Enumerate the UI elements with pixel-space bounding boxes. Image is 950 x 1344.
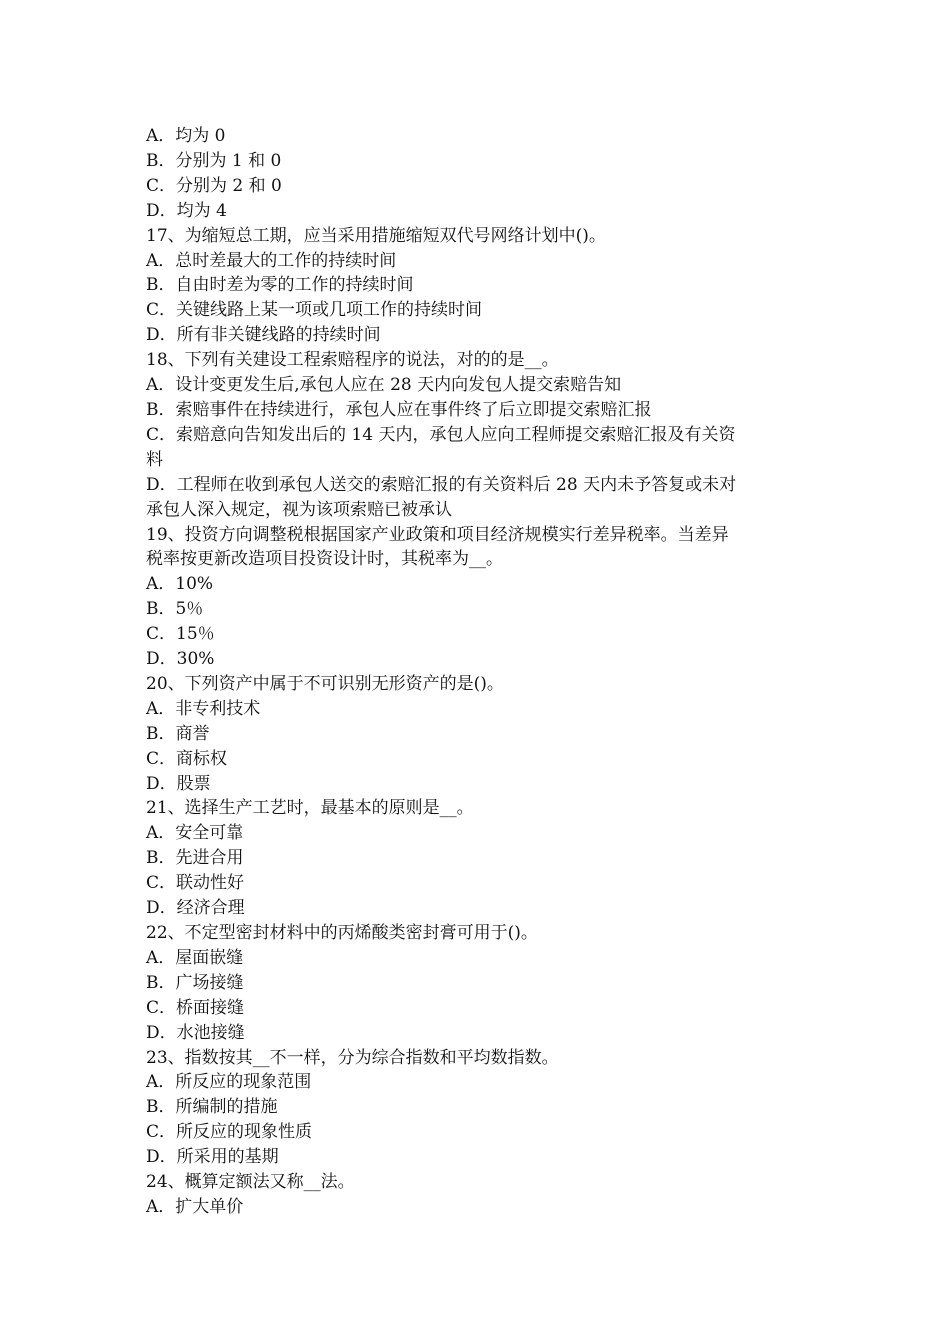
option-line: C．15％ [146, 624, 215, 645]
question-line: 22、不定型密封材料中的丙烯酸类密封膏可用于()。 [146, 923, 538, 943]
option-line: A．屋面嵌缝 [146, 947, 244, 968]
option-line: C．分别为 2 和 0 [146, 175, 282, 196]
question-line: 19、投资方向调整税根据国家产业政策和项目经济规模实行差异税率。当差异 [146, 524, 729, 545]
document-page [146, 124, 810, 1220]
option-line-continuation: 料 [146, 449, 163, 470]
option-line: A．安全可靠 [146, 823, 244, 844]
question-line: 21、选择生产工艺时，最基本的原则是__。 [146, 798, 474, 819]
question-line: 17、为缩短总工期，应当采用措施缩短双代号网络计划中()。 [146, 225, 606, 246]
option-line: B．商誉 [146, 723, 210, 744]
option-line: A．所反应的现象范围 [146, 1072, 312, 1093]
option-line: D．股票 [146, 773, 211, 794]
option-line: D．30% [146, 649, 215, 670]
option-line: C．索赔意向告知发出后的 14 天内，承包人应向工程师提交索赔汇报及有关资 [146, 424, 736, 445]
option-line: B．广场接缝 [146, 972, 244, 993]
question-line-continuation: 税率按更新改造项目投资设计时，其税率为__。 [146, 549, 503, 570]
option-line: B．索赔事件在持续进行，承包人应在事件终了后立即提交索赔汇报 [146, 399, 652, 420]
option-line: A．设计变更发生后,承包人应在 28 天内向发包人提交索赔告知 [146, 375, 622, 396]
option-line: B．5％ [146, 599, 204, 620]
option-line: D．水池接缝 [146, 1022, 245, 1043]
option-line: D．均为 4 [146, 200, 227, 221]
option-line: B．所编制的措施 [146, 1097, 278, 1118]
option-line: B．分别为 1 和 0 [146, 150, 282, 171]
option-line: C．关键线路上某一项或几项工作的持续时间 [146, 300, 483, 321]
option-line: C．所反应的现象性质 [146, 1122, 313, 1143]
option-line: C．商标权 [146, 748, 228, 769]
option-line: A．扩大单价 [146, 1196, 244, 1217]
option-line: A．非专利技术 [146, 698, 261, 719]
option-line: B．自由时差为零的工作的持续时间 [146, 275, 414, 296]
option-line: A．总时差最大的工作的持续时间 [146, 250, 397, 271]
option-line: D．所有非关键线路的持续时间 [146, 325, 381, 346]
option-line: A．10% [146, 574, 214, 595]
option-line: C．联动性好 [146, 873, 245, 894]
option-line: D．所采用的基期 [146, 1147, 279, 1168]
question-line: 24、概算定额法又称__法。 [146, 1172, 355, 1193]
option-line: C．桥面接缝 [146, 997, 245, 1018]
question-line: 18、下列有关建设工程索赔程序的说法，对的的是__。 [146, 350, 559, 371]
option-line: D．经济合理 [146, 898, 245, 919]
option-line: A．均为 0 [146, 126, 226, 146]
option-line: B．先进合用 [146, 848, 244, 869]
option-line: D．工程师在收到承包人送交的索赔汇报的有关资料后 28 天内未予答复或未对 [146, 474, 737, 495]
question-line: 23、指数按其__不一样，分为综合指数和平均数指数。 [146, 1047, 559, 1068]
option-line-continuation: 承包人深入规定，视为该项索赔已被承认 [146, 499, 452, 520]
question-line: 20、下列资产中属于不可识别无形资产的是()。 [146, 673, 504, 694]
